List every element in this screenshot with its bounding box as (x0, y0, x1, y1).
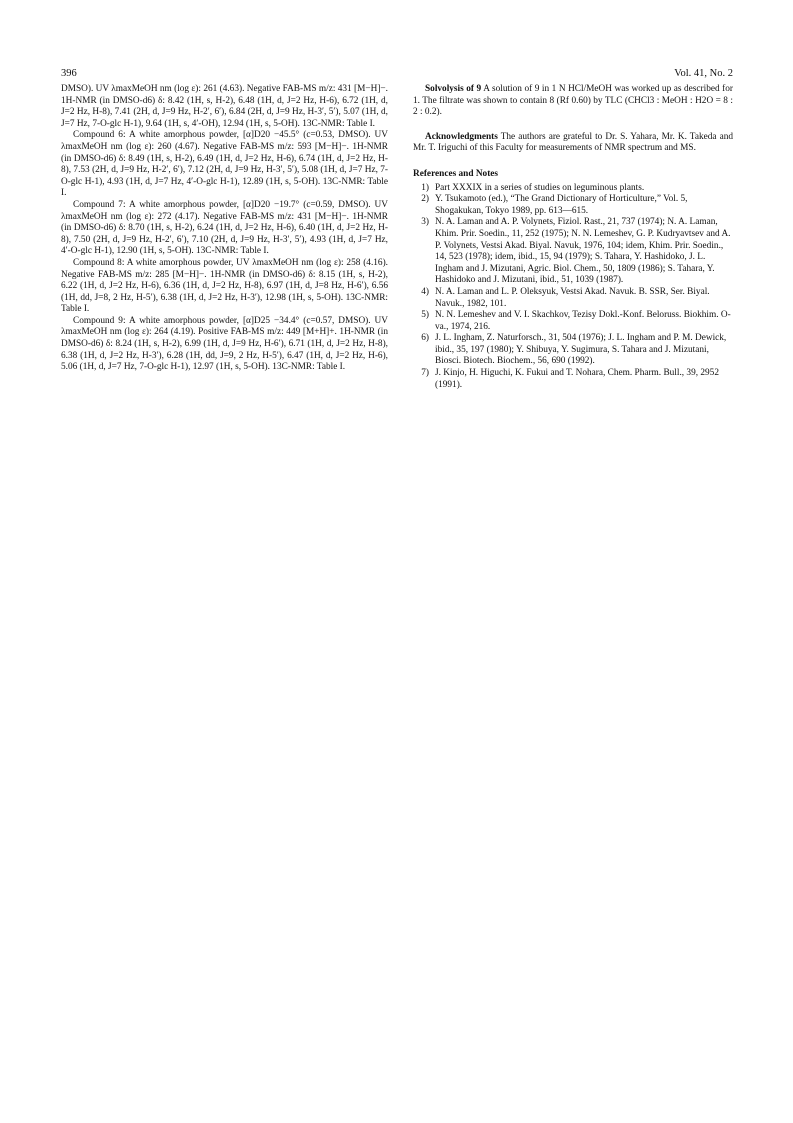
solvolysis-paragraph (413, 84, 733, 119)
references-heading: References and Notes (413, 168, 499, 179)
page-number: 396 (61, 68, 77, 79)
compound-8-data: Compound 8: A white amorphous powder, UV λmaxMeOH nm (log ε): 258 (4.16). Negative FAB-MS m/z: 285 [M−H]−. 1H-NMR (in DMSO-d6) δ: 8.15 (1H, s, H-2), 6.22 (1H, d, J=2 Hz, H-6), 6.36 (1H, d, J=2 Hz, H-8), 6.97 (1H, d, J=8 Hz, H-6′), 6.56 (1H, dd, J=8, 2 Hz, H-5′), 6.38 (1H, d, J=2 Hz, H-3′), 12.98 (1H, s, 5-OH). 13C-NMR: Table I. (61, 257, 388, 315)
solvolysis-text: A solution of 9 in 1 N HCl/MeOH was worked up as described for 1. The filtrate was shown to contain 8 (Rf 0.60) by TLC (CHCl3 : MeOH : H2O = 8 : 2 : 0.2). (413, 84, 734, 118)
journal-volume: Vol. 41, No. 2 (674, 68, 733, 79)
reference-item (413, 287, 733, 310)
reference-item (413, 194, 733, 217)
reference-number: 5) (421, 310, 429, 321)
reference-item (413, 310, 733, 333)
compound-5-data: DMSO). UV λmaxMeOH nm (log ε): 261 (4.63). Negative FAB-MS m/z: 431 [M−H]−. 1H-NMR (in DMSO-d6) δ: 8.42 (1H, s, H-2), 6.48 (1H, d, J=2 Hz, H-6), 6.72 (1H, d, J=2 Hz, H-8), 7.41 (2H, d, J=9 Hz, H-2′, 6′), 6.84 (2H, d, J=9 Hz, H-3′, 5′), 5.07 (1H, d, J=7 Hz, 7-O-glc H-1), 9.64 (1H, s, 4′-OH), 12.94 (1H, s, 5-OH). 13C-NMR: Table I. (61, 84, 388, 129)
reference-text: J. Kinjo, H. Higuchi, K. Fukui and T. Nohara, Chem. Pharm. Bull., 39, 2952 (1991). (435, 368, 719, 390)
reference-text: J. L. Ingham, Z. Naturforsch., 31, 504 (1976); J. L. Ingham and P. M. Dewick, ibid., 35, 197 (1980); Y. Shibuya, Y. Sugimura, S. Tahara and J. Mizutani, Biosci. Biotech. Biochem., 56, 690 (1992). (435, 333, 727, 367)
compound-6-data: Compound 6: A white amorphous powder, [α]D20 −45.5° (c=0.53, DMSO). UV λmaxMeOH nm (log ε): 260 (4.67). Negative FAB-MS m/z: 593 [M−H]−. 1H-NMR (in DMSO-d6) δ: 8.49 (1H, s, H-2), 6.49 (1H, d, J=2 Hz, H-6), 6.74 (1H, d, J=2 Hz, H-8), 7.53 (2H, d, J=9 Hz, H-2′, 6′), 7.12 (2H, d, J=9 Hz, H-3′, 5′), 5.08 (1H, d, J=7 Hz, 7-O-glc H-1), 4.93 (1H, d, J=7 Hz, 4′-O-glc H-1), 12.89 (1H, s, 5-OH). 13C-NMR: Table I. (61, 130, 388, 199)
reference-item (413, 368, 733, 391)
reference-number: 4) (421, 286, 429, 297)
reference-number: 6) (421, 333, 429, 344)
solvolysis-heading: Solvolysis of 9 (425, 84, 482, 94)
compound-7-data: Compound 7: A white amorphous powder, [α]D20 −19.7° (c=0.59, DMSO). UV λmaxMeOH nm (log ε): 272 (4.17). Negative FAB-MS m/z: 431 [M−H]−. 1H-NMR (in DMSO-d6) δ: 8.70 (1H, s, H-2), 6.24 (1H, d, J=2 Hz, H-6), 6.40 (1H, d, J=2 Hz, H-8), 7.50 (2H, d, J=9 Hz, H-2′, 6′), 7.10 (2H, d, J=9 Hz, H-3′, 5′), 4.93 (1H, d, J=7 Hz, 4′-O-glc H-1), 12.90 (1H, s, 5-OH). 13C-NMR: Table I. (61, 199, 388, 257)
left-column (61, 84, 388, 374)
reference-text: N. N. Lemeshev and V. I. Skachkov, Tezisy Dokl.-Konf. Beloruss. Biokhim. O-va., 1974, 216. (435, 310, 731, 332)
compound-9-data: Compound 9: A white amorphous powder, [α]D25 −34.4° (c=0.57, DMSO). UV λmaxMeOH nm (log ε): 264 (4.19). Positive FAB-MS m/z: 449 [M+H]+. 1H-NMR (in DMSO-d6) δ: 8.24 (1H, s, H-2), 6.99 (1H, d, J=9 Hz, H-6′), 6.71 (1H, d, J=2 Hz, H-8), 6.38 (1H, d, J=2 Hz, H-3′), 6.28 (1H, dd, J=9, 2 Hz, H-5′), 6.47 (1H, d, J=2 Hz, H-6), 5.06 (1H, d, J=7 Hz, 7-O-glc H-1), 12.97 (1H, s, 5-OH). 13C-NMR: Table I. (61, 315, 388, 373)
right-column (413, 84, 733, 391)
reference-item (413, 217, 733, 287)
reference-text: Part XXXIX in a series of studies on leguminous plants. (435, 182, 645, 193)
acknowledgments-text: The authors are grateful to Dr. S. Yahara, Mr. K. Takeda and Mr. T. Iriguchi of this Faculty for measurements of NMR spectrum and MS. (413, 131, 733, 154)
reference-text: N. A. Laman and A. P. Volynets, Fiziol. Rast., 21, 737 (1974); N. A. Laman, Khim. Prir. Soedin., 11, 252 (1975); N. N. Lemeshev, G. P. Kudryavtsev and A. P. Volynets, Vestsi Akad. Biyal. Navuk, 1976, 104; idem, Khim. Prir. Soedin., 14, 523 (1978); idem, ibid., 15, 94 (1979); S. Tahara, Y. Hashidoko, J. L. Ingham and J. Mizutani, Agric. Biol. Chem., 50, 1809 (1986); S. Tahara, Y. Hashidoko and J. Mizutani, ibid., 51, 1039 (1987). (435, 217, 731, 286)
acknowledgments-paragraph (413, 132, 733, 155)
reference-item (413, 183, 733, 195)
reference-number: 3) (421, 217, 429, 228)
reference-text: Y. Tsukamoto (ed.), “The Grand Dictionary of Horticulture,” Vol. 5, Shogakukan, Tokyo 1989, pp. 613—615. (435, 194, 688, 216)
reference-number: 2) (421, 194, 429, 205)
reference-number: 7) (421, 368, 429, 379)
reference-text: N. A. Laman and L. P. Oleksyuk, Vestsi Akad. Navuk. B. SSR, Ser. Biyal. Navuk., 1982, 101. (435, 286, 710, 309)
reference-item (413, 333, 733, 368)
references-list (413, 183, 733, 392)
reference-number: 1) (421, 182, 429, 193)
acknowledgments-heading: Acknowledgments (425, 131, 498, 142)
